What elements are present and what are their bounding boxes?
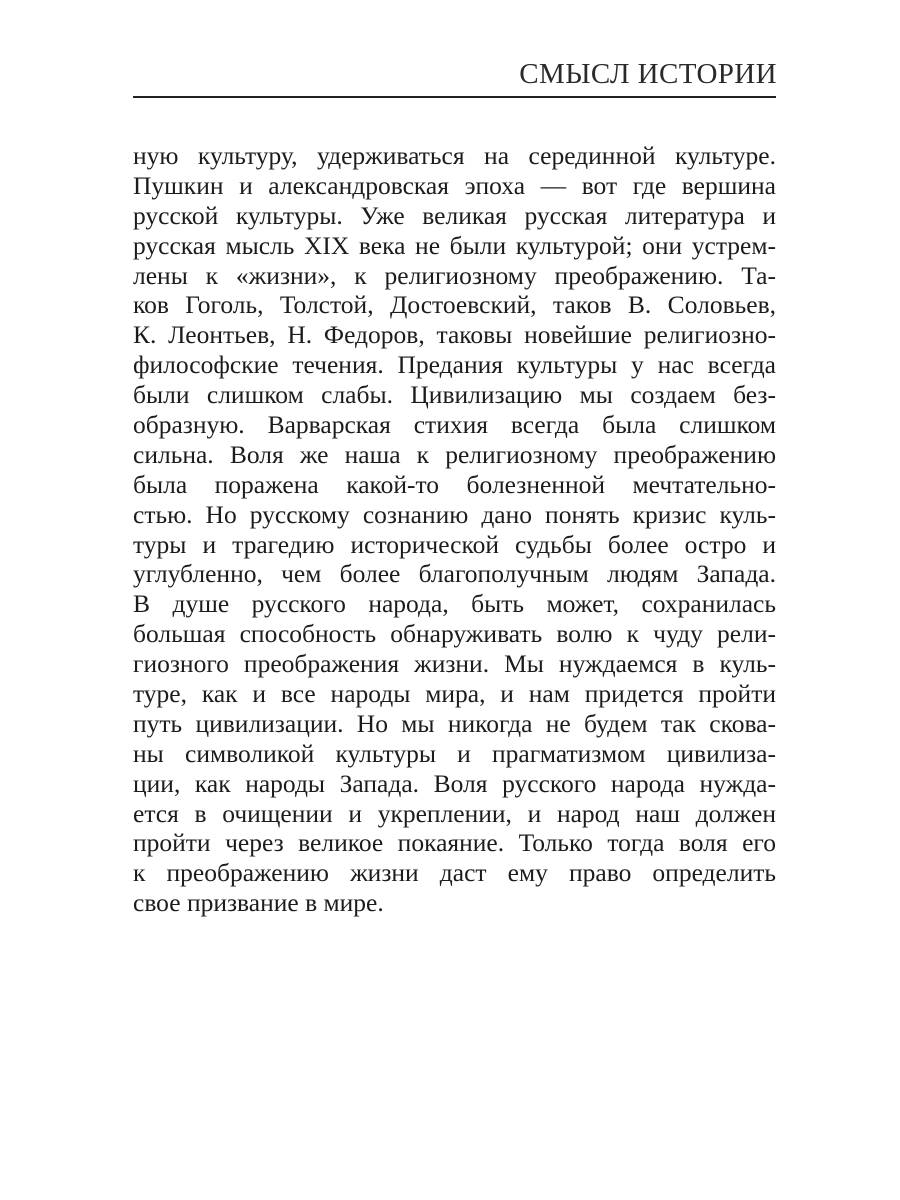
text-line: К. Леонтьев, Н. Федоров, таковы новейшие религиозно- xyxy=(133,320,776,350)
text-line: Пушкин и александровская эпоха — вот где вершина xyxy=(133,170,776,200)
text-line: образную. Варварская стихия всегда была слишком xyxy=(133,410,776,440)
text-line: были слишком слабы. Цивилизацию мы создаем без- xyxy=(133,380,776,410)
running-head-title: СМЫСЛ ИСТОРИИ xyxy=(519,58,777,90)
text-line: ны символикой культуры и прагматизмом цивилиза- xyxy=(133,738,776,768)
text-line: сильна. Воля же наша к религиозному преображению xyxy=(133,439,776,469)
text-line: ется в очищении и укреплении, и народ наш должен xyxy=(133,798,776,828)
text-line: углубленно, чем более благополучным людям Запада. xyxy=(133,559,776,589)
text-line: русская мысль XIX века не были культурой; они устрем- xyxy=(133,230,776,260)
header-rule xyxy=(133,96,776,98)
text-line: свое призвание в мире. xyxy=(133,888,384,918)
text-line: лены к «жизни», к религиозному преображению. Та- xyxy=(133,260,776,290)
text-line: была поражена какой-то болезненной мечтательно- xyxy=(133,469,776,499)
text-line: В душе русского народа, быть может, сохранилась xyxy=(133,589,776,619)
text-line: большая способность обнаруживать волю к чуду рели- xyxy=(133,619,776,649)
text-line: ции, как народы Запада. Воля русского народа нужда- xyxy=(133,768,776,798)
text-line: стью. Но русскому сознанию дано понять кризис куль- xyxy=(133,499,776,529)
text-line: ков Гоголь, Толстой, Достоевский, таков В. Соловьев, xyxy=(133,290,776,320)
text-line: туре, как и все народы мира, и нам придется пройти xyxy=(133,679,776,709)
text-line: пройти через великое покаяние. Только тогда воля его xyxy=(133,828,776,858)
text-line: к преображению жизни даст ему право определить xyxy=(133,858,776,888)
text-line: философские течения. Предания культуры у нас всегда xyxy=(133,350,776,380)
text-line: путь цивилизации. Но мы никогда не будем так скова- xyxy=(133,708,776,738)
text-line: туры и трагедию исторической судьбы более остро и xyxy=(133,529,776,559)
body-text xyxy=(133,141,776,918)
text-line: русской культуры. Уже великая русская литература и xyxy=(133,200,776,230)
text-line: гиозного преображения жизни. Мы нуждаемся в куль- xyxy=(133,649,776,679)
text-line: ную культуру, удерживаться на серединной культуре. xyxy=(133,141,776,170)
